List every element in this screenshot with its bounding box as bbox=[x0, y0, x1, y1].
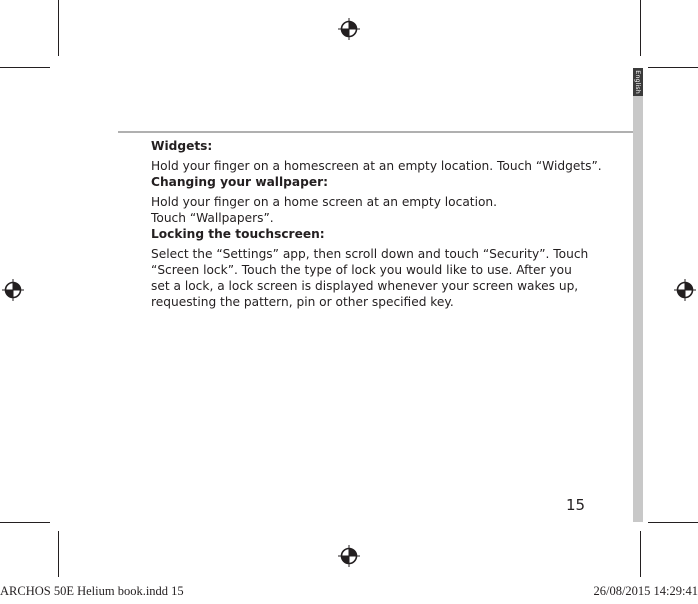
section-body-lock: Select the “Settings” app, then scroll down and touch “Security”. Touch “Screen lock”. Touch the type of lock you would like to use. After you set a lock, a lock screen is displayed whenever your screen wakes up, requesting the pattern, pin or other specified key. bbox=[151, 247, 589, 309]
section-heading-wallpaper: Changing your wallpaper: bbox=[151, 175, 328, 189]
language-tab-label: English bbox=[634, 70, 642, 94]
registration-mark-bottom-icon bbox=[338, 545, 360, 567]
page-number: 15 bbox=[566, 496, 586, 514]
language-tab bbox=[633, 68, 643, 96]
crop-mark-top-right-vertical bbox=[640, 0, 641, 56]
registration-mark-left-icon bbox=[2, 279, 24, 301]
crop-mark-top-right-horizontal bbox=[648, 67, 698, 68]
section-body-widgets: Hold your finger on a homescreen at an empty location. Touch “Widgets”. bbox=[151, 159, 602, 173]
crop-mark-top-left-vertical bbox=[58, 0, 59, 56]
page-content bbox=[151, 138, 631, 310]
side-gutter-bar bbox=[633, 96, 643, 522]
header-rule bbox=[118, 131, 633, 133]
crop-mark-bottom-left-vertical bbox=[58, 531, 59, 577]
crop-mark-bottom-right-horizontal bbox=[648, 522, 698, 523]
section-body-wallpaper: Hold your finger on a home screen at an empty location. Touch “Wallpapers”. bbox=[151, 195, 498, 225]
slug-file: ARCHOS 50E Helium book.indd 15 bbox=[0, 584, 184, 598]
section-heading-lock: Locking the touchscreen: bbox=[151, 227, 325, 241]
registration-mark-top-icon bbox=[338, 18, 360, 40]
crop-mark-top-left-horizontal bbox=[0, 67, 50, 68]
crop-mark-bottom-right-vertical bbox=[640, 531, 641, 577]
registration-mark-right-icon bbox=[674, 279, 696, 301]
slug-timestamp: 26/08/2015 14:29:41 bbox=[593, 584, 698, 598]
crop-mark-bottom-left-horizontal bbox=[0, 522, 50, 523]
section-heading-widgets: Widgets: bbox=[151, 139, 213, 153]
